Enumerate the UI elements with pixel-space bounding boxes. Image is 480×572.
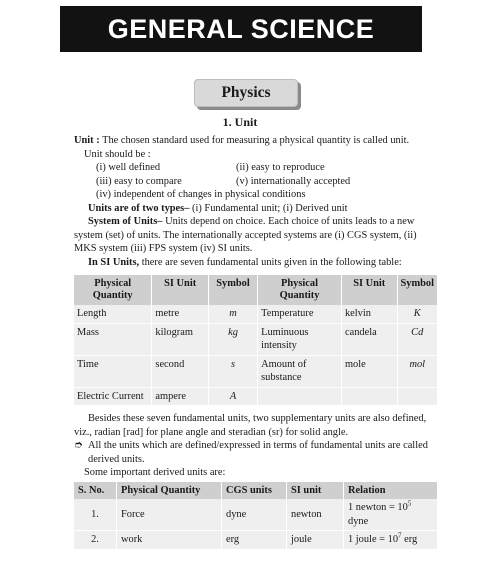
table-cell <box>341 387 397 406</box>
table-row <box>74 499 438 531</box>
system-of-units <box>74 215 438 256</box>
table-header: SI unit <box>287 482 344 500</box>
table-header: CGS units <box>222 482 287 500</box>
criteria-item: (i) well defined <box>96 162 161 174</box>
criteria-row-3: (iv) independent of changes in physical conditions <box>96 189 306 201</box>
unit-definition <box>74 134 438 148</box>
table-cell: kg <box>208 323 257 355</box>
types-text: (i) Fundamental unit; (i) Derived unit <box>189 202 348 214</box>
table-cell: Luminuous intensity <box>258 323 342 355</box>
table-cell: A <box>208 387 257 406</box>
table-cell: ampere <box>152 387 209 406</box>
table-header: SI Unit <box>152 275 209 305</box>
unit-term: Unit : <box>74 135 100 146</box>
table-header: Physical Quantity <box>74 275 152 305</box>
table-row <box>74 387 438 406</box>
relation-cell <box>344 531 438 550</box>
relation-unit: dyne <box>348 515 369 527</box>
unit-def-text: The chosen standard used for measuring a physical quantity is called unit. <box>99 135 410 146</box>
derived-units-note <box>74 439 438 466</box>
si-units-intro <box>74 256 438 270</box>
table-header: Symbol <box>397 275 438 305</box>
unit-should-be: Unit should be : <box>84 148 151 160</box>
table-cell <box>397 387 438 406</box>
table-row <box>74 531 438 550</box>
arrow-icon: ➮ <box>74 440 83 452</box>
table-row <box>74 323 438 355</box>
table-cell: mole <box>341 355 397 387</box>
system-term: System of Units– <box>88 216 163 228</box>
table-cell: candela <box>341 323 397 355</box>
table-cell: work <box>117 531 222 550</box>
criteria-item: (iii) easy to compare <box>96 175 182 187</box>
table-cell: K <box>397 305 438 323</box>
table-cell: 1. <box>74 499 117 531</box>
unit-types <box>74 202 438 216</box>
table-cell: newton <box>287 499 344 531</box>
table-header: SI Unit <box>341 275 397 305</box>
table-header: S. No. <box>74 482 117 500</box>
types-term: Units are of two types– <box>88 202 190 214</box>
derived-units-table <box>74 482 438 550</box>
si-term: In SI Units, <box>88 256 140 268</box>
important-derived-intro: Some important derived units are: <box>84 467 226 479</box>
table-cell: Force <box>117 499 222 531</box>
table-cell: Electric Current <box>74 387 152 406</box>
table-cell: kelvin <box>341 305 397 323</box>
system-text: Units depend on choice. Each choice of units leads to a new system (set) of units. The internationally accepted systems are (i) CGS system, (ii) MKS system (iii) FPS system (iv) SI units. <box>74 216 417 255</box>
page-banner: GENERAL SCIENCE <box>60 6 422 52</box>
table-cell: dyne <box>222 499 287 531</box>
table-cell: s <box>208 355 257 387</box>
page-content <box>74 134 438 550</box>
table-header: Relation <box>344 482 438 500</box>
table-cell: Amount of substance <box>258 355 342 387</box>
table-cell: erg <box>222 531 287 550</box>
table-header: Physical Quantity <box>258 275 342 305</box>
supplementary-units: Besides these seven fundamental units, two supplementary units are also defined, viz., radian [rad] for plane angle and steradian (sr) for solid angle. <box>74 413 427 438</box>
relation-unit: erg <box>401 534 418 546</box>
chapter-title: 1. Unit <box>222 115 258 129</box>
criteria-row-1 <box>74 161 438 175</box>
table-header: Physical Quantity <box>117 482 222 500</box>
table-cell: kilogram <box>152 323 209 355</box>
table-cell: Temperature <box>258 305 342 323</box>
relation-exponent: 7 <box>398 531 402 540</box>
table-cell: Time <box>74 355 152 387</box>
table-cell: mol <box>397 355 438 387</box>
si-units-table <box>74 275 438 406</box>
criteria-item: (ii) easy to reproduce <box>236 162 325 174</box>
relation-text: 1 joule = 10 <box>348 534 399 546</box>
table-cell: second <box>152 355 209 387</box>
table-cell: 2. <box>74 531 117 550</box>
si-text: there are seven fundamental units given in the following table: <box>139 256 402 268</box>
derived-units-text: All the units which are defined/expressed in terms of fundamental units are called derived units. <box>88 440 428 465</box>
table-cell: metre <box>152 305 209 323</box>
relation-text: 1 newton = 10 <box>348 502 408 514</box>
table-row <box>74 355 438 387</box>
relation-cell <box>344 499 438 531</box>
table-cell: Cd <box>397 323 438 355</box>
table-header: Symbol <box>208 275 257 305</box>
table-cell: Mass <box>74 323 152 355</box>
relation-exponent: 5 <box>407 499 412 508</box>
criteria-row-2 <box>74 175 438 189</box>
table-cell: m <box>208 305 257 323</box>
table-cell: Length <box>74 305 152 323</box>
criteria-item: (v) internationally accepted <box>236 175 351 187</box>
subject-heading: Physics <box>194 79 298 107</box>
table-cell <box>258 387 342 406</box>
table-cell: joule <box>287 531 344 550</box>
table-row <box>74 305 438 323</box>
